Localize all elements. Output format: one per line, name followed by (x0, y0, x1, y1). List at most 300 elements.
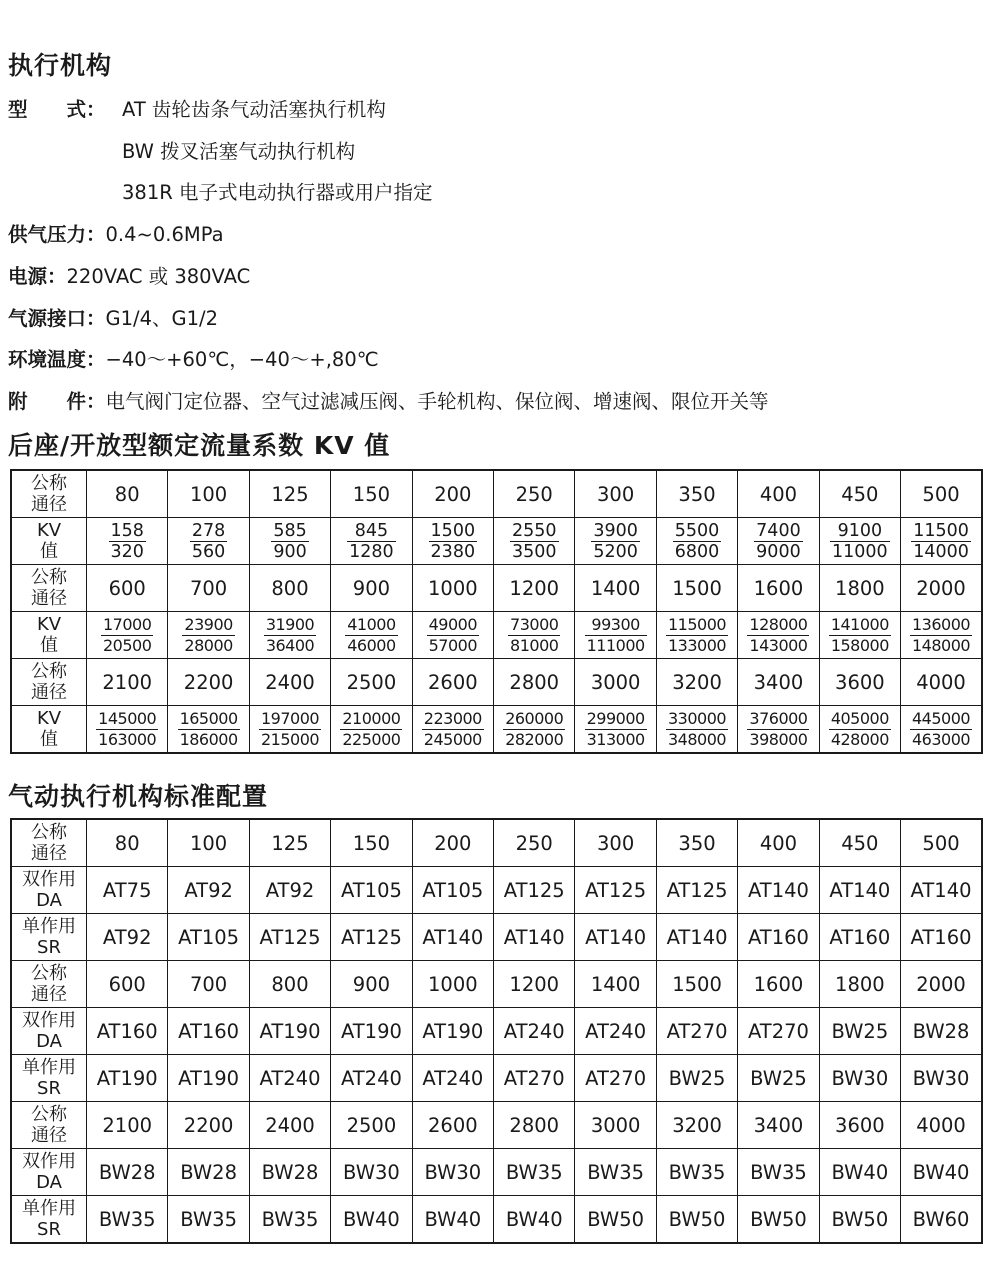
kv-fraction (345, 615, 397, 656)
dn-label-line-2: 通径 (31, 494, 67, 515)
kv-value-open: 57000 (428, 635, 478, 655)
kv-cell (819, 518, 900, 565)
dn-label-line-2: 通径 (31, 843, 67, 864)
dn-cell: 700 (168, 961, 249, 1008)
sr-cell: AT190 (87, 1055, 168, 1102)
kv-value-rear: 2550 (511, 520, 557, 541)
da-cell: BW25 (819, 1008, 900, 1055)
sr-cell: AT240 (249, 1055, 330, 1102)
dn-cell: 2600 (412, 659, 493, 706)
kv-value-open: 900 (273, 541, 307, 562)
dn-cell: 2500 (331, 659, 412, 706)
da-label (11, 867, 87, 914)
dn-cell: 2200 (168, 1102, 249, 1149)
kv-label-line-2: 值 (40, 541, 58, 562)
kv-cell (331, 612, 412, 659)
dn-cell: 80 (87, 470, 168, 518)
kv-value-rear: 376000 (749, 708, 808, 728)
sr-cell: AT270 (494, 1055, 575, 1102)
dn-label-line-1: 公称 (31, 473, 67, 494)
da-cell: BW28 (901, 1008, 982, 1055)
table-row (11, 1196, 982, 1244)
kv-fraction (422, 709, 484, 750)
kv-fraction (347, 521, 396, 562)
kv-label (11, 612, 87, 659)
sr-label (11, 1055, 87, 1102)
kv-value-open: 36400 (265, 635, 315, 655)
dn-cell: 500 (901, 819, 982, 867)
dn-cell: 1600 (738, 565, 819, 612)
dn-cell: 450 (819, 470, 900, 518)
kv-table (10, 469, 983, 754)
kv-value-rear: 210000 (342, 708, 401, 728)
sr-cell: BW25 (656, 1055, 737, 1102)
dn-cell: 125 (249, 470, 330, 518)
kv-value-rear: 1500 (430, 520, 476, 541)
da-cell: AT92 (249, 867, 330, 914)
sr-label (11, 1196, 87, 1244)
spec-ambient-temp-value: −40～+60℃，−40～+,80℃ (105, 348, 379, 371)
kv-value-open: 111000 (586, 635, 645, 655)
kv-fraction (101, 615, 153, 656)
dn-cell: 700 (168, 565, 249, 612)
table-row (11, 706, 982, 754)
sr-cell: AT240 (331, 1055, 412, 1102)
da-cell: BW35 (494, 1149, 575, 1196)
kv-value-open: 158000 (830, 635, 889, 655)
sr-cell: BW35 (249, 1196, 330, 1244)
table-row (11, 1055, 982, 1102)
kv-value-open: 428000 (830, 729, 889, 749)
kv-label (11, 518, 87, 565)
da-cell: AT160 (168, 1008, 249, 1055)
kv-value-rear: 197000 (260, 708, 320, 728)
kv-cell (738, 518, 819, 565)
kv-cell (656, 518, 737, 565)
kv-value-rear: 278 (191, 520, 226, 541)
kv-value-open: 46000 (347, 635, 396, 655)
kv-value-open: 28000 (184, 635, 233, 655)
da-cell: AT125 (575, 867, 656, 914)
sr-cell: AT92 (87, 914, 168, 961)
kv-cell (575, 518, 656, 565)
kv-value-rear: 158 (110, 520, 144, 541)
dn-cell: 150 (331, 470, 412, 518)
kv-value-open: 463000 (911, 729, 971, 749)
kv-value-open: 1280 (349, 541, 394, 562)
kv-value-open: 11000 (832, 541, 888, 562)
dn-label (11, 659, 87, 706)
spec-accessories-value: 电气阀门定位器、空气过滤减压阀、手轮机构、保位阀、增速阀、限位开关等 (105, 390, 769, 413)
kv-fraction (666, 615, 728, 656)
kv-fraction (585, 709, 647, 750)
kv-cell (575, 612, 656, 659)
kv-value-open: 398000 (749, 729, 808, 749)
kv-value-open: 320 (110, 541, 144, 562)
kv-fraction (585, 615, 647, 656)
kv-cell (168, 706, 249, 754)
kv-fraction (190, 521, 227, 562)
dn-cell: 2100 (87, 1102, 168, 1149)
kv-cell (412, 518, 493, 565)
spec-power-value: 220VAC 或 380VAC (66, 265, 251, 288)
kv-value-rear: 9100 (830, 521, 890, 542)
kv-fraction (427, 615, 479, 656)
sr-label-line-2: SR (37, 1078, 61, 1099)
kv-value-rear: 145000 (98, 708, 157, 728)
kv-cell (494, 518, 575, 565)
dn-cell: 2400 (249, 1102, 330, 1149)
kv-value-rear: 41000 (347, 614, 396, 634)
kv-cell (168, 612, 249, 659)
dn-cell: 200 (412, 470, 493, 518)
kv-fraction (747, 709, 809, 750)
dn-cell: 350 (656, 819, 737, 867)
dn-cell: 800 (249, 961, 330, 1008)
kv-cell (412, 612, 493, 659)
dn-cell: 600 (87, 961, 168, 1008)
da-cell: BW35 (656, 1149, 737, 1196)
kv-fraction (591, 521, 640, 562)
dn-label-line-1: 公称 (31, 661, 67, 682)
kv-value-rear: 165000 (179, 708, 238, 728)
spec-accessories (8, 386, 769, 414)
spec-air-port (8, 303, 218, 331)
sr-cell: AT240 (412, 1055, 493, 1102)
dn-cell: 2100 (87, 659, 168, 706)
table-row (11, 961, 982, 1008)
dn-label-line-2: 通径 (31, 1125, 67, 1146)
dn-cell: 250 (494, 470, 575, 518)
section-title-config: 气动执行机构标准配置 (8, 782, 269, 811)
kv-value-open: 6800 (674, 541, 720, 562)
kv-value-rear: 136000 (911, 614, 971, 634)
kv-fraction (178, 709, 240, 750)
spec-ambient-temp (8, 344, 379, 372)
kv-value-rear: 3900 (593, 520, 638, 541)
kv-value-open: 560 (191, 541, 226, 562)
kv-cell (87, 518, 168, 565)
kv-fraction (340, 709, 402, 750)
kv-value-rear: 585 (273, 520, 307, 541)
table-row (11, 612, 982, 659)
sr-cell: BW40 (331, 1196, 412, 1244)
dn-cell: 1600 (738, 961, 819, 1008)
da-cell: BW30 (331, 1149, 412, 1196)
sr-cell: BW60 (901, 1196, 982, 1244)
dn-cell: 2600 (412, 1102, 493, 1149)
sr-label-line-1: 单作用 (22, 1198, 76, 1219)
kv-value-open: 9000 (756, 541, 801, 562)
dn-cell: 300 (575, 470, 656, 518)
dn-label (11, 470, 87, 518)
dn-cell: 2800 (494, 1102, 575, 1149)
kv-cell (819, 706, 900, 754)
kv-value-open: 20500 (103, 635, 152, 655)
kv-cell (249, 706, 330, 754)
da-cell: BW30 (412, 1149, 493, 1196)
dn-label-line-2: 通径 (31, 682, 67, 703)
sr-cell: BW30 (901, 1055, 982, 1102)
kv-value-open: 282000 (505, 729, 564, 749)
kv-fraction (666, 709, 728, 750)
da-cell: AT190 (331, 1008, 412, 1055)
da-cell: BW35 (738, 1149, 819, 1196)
table-row (11, 518, 982, 565)
table-row (11, 565, 982, 612)
kv-fraction (510, 521, 559, 562)
spec-air-pressure (8, 219, 224, 247)
section-title-actuator: 执行机构 (8, 51, 113, 80)
table-row (11, 1102, 982, 1149)
dn-cell: 1200 (494, 961, 575, 1008)
dn-label (11, 961, 87, 1008)
kv-value-rear: 5500 (674, 520, 720, 541)
da-cell: AT105 (331, 867, 412, 914)
sr-label-line-2: SR (37, 1219, 61, 1240)
dn-cell: 2000 (901, 565, 982, 612)
da-cell: AT75 (87, 867, 168, 914)
sr-cell: BW50 (575, 1196, 656, 1244)
spec-air-port-label: 气源接口： (8, 307, 106, 330)
da-cell: AT125 (494, 867, 575, 914)
kv-value-open: 348000 (668, 729, 727, 749)
dn-cell: 1500 (656, 565, 737, 612)
kv-value-open: 163000 (98, 729, 157, 749)
sr-cell: AT125 (249, 914, 330, 961)
dn-cell: 3200 (656, 659, 737, 706)
da-label-line-1: 双作用 (22, 1151, 76, 1172)
kv-value-rear: 49000 (428, 614, 478, 634)
dn-cell: 3000 (575, 1102, 656, 1149)
sr-cell: AT190 (168, 1055, 249, 1102)
sr-cell: AT160 (738, 914, 819, 961)
sr-cell: AT160 (819, 914, 900, 961)
da-label (11, 1008, 87, 1055)
kv-value-rear: 330000 (668, 708, 727, 728)
kv-cell (331, 706, 412, 754)
sr-label-line-2: SR (37, 937, 61, 958)
kv-fraction (503, 709, 565, 750)
sr-cell: BW35 (168, 1196, 249, 1244)
kv-value-rear: 11500 (913, 520, 969, 541)
kv-fraction (747, 615, 809, 656)
dn-cell: 400 (738, 470, 819, 518)
kv-value-open: 2380 (430, 541, 476, 562)
kv-fraction (109, 521, 146, 562)
kv-fraction (830, 521, 890, 562)
sr-cell: BW40 (412, 1196, 493, 1244)
da-label (11, 1149, 87, 1196)
dn-cell: 1500 (656, 961, 737, 1008)
dn-cell: 1000 (412, 565, 493, 612)
dn-label-line-1: 公称 (31, 1104, 67, 1125)
dn-cell: 2000 (901, 961, 982, 1008)
da-cell: AT270 (656, 1008, 737, 1055)
kv-value-open: 5200 (593, 541, 638, 562)
da-cell: AT190 (249, 1008, 330, 1055)
kv-cell (494, 612, 575, 659)
kv-value-open: 81000 (510, 635, 559, 655)
kv-fraction (910, 709, 972, 750)
kv-cell (87, 612, 168, 659)
sr-label-line-1: 单作用 (22, 1057, 76, 1078)
kv-value-open: 225000 (342, 729, 401, 749)
sr-cell: BW30 (819, 1055, 900, 1102)
table-row (11, 914, 982, 961)
spec-accessories-label: 附 件： (8, 390, 106, 413)
dn-cell: 200 (412, 819, 493, 867)
da-cell: AT140 (819, 867, 900, 914)
kv-label-line-2: 值 (40, 635, 58, 656)
sr-cell: AT140 (412, 914, 493, 961)
kv-cell (901, 706, 982, 754)
dn-label-line-2: 通径 (31, 588, 67, 609)
dn-cell: 4000 (901, 659, 982, 706)
dn-cell: 2200 (168, 659, 249, 706)
da-cell: AT190 (412, 1008, 493, 1055)
dn-cell: 125 (249, 819, 330, 867)
dn-cell: 4000 (901, 1102, 982, 1149)
spec-type (8, 94, 386, 122)
dn-cell: 3200 (656, 1102, 737, 1149)
dn-cell: 3400 (738, 659, 819, 706)
sr-cell: BW25 (738, 1055, 819, 1102)
dn-cell: 3600 (819, 1102, 900, 1149)
dn-cell: 1000 (412, 961, 493, 1008)
dn-cell: 2400 (249, 659, 330, 706)
kv-cell (575, 706, 656, 754)
kv-value-open: 215000 (260, 729, 320, 749)
dn-label (11, 819, 87, 867)
da-cell: AT140 (901, 867, 982, 914)
kv-fraction (96, 709, 158, 750)
kv-cell (819, 612, 900, 659)
kv-value-rear: 223000 (423, 708, 482, 728)
dn-label (11, 1102, 87, 1149)
sr-label-line-1: 单作用 (22, 916, 76, 937)
kv-value-rear: 115000 (668, 614, 727, 634)
dn-cell: 1200 (494, 565, 575, 612)
da-cell: BW28 (249, 1149, 330, 1196)
kv-fraction (829, 709, 891, 750)
sr-cell: AT270 (575, 1055, 656, 1102)
kv-fraction (673, 521, 722, 562)
kv-cell (901, 612, 982, 659)
dn-cell: 900 (331, 961, 412, 1008)
kv-value-open: 313000 (586, 729, 645, 749)
dn-cell: 150 (331, 819, 412, 867)
kv-cell (412, 706, 493, 754)
da-label-line-2: DA (36, 1031, 62, 1052)
dn-cell: 3600 (819, 659, 900, 706)
kv-value-open: 133000 (668, 635, 727, 655)
table-row (11, 819, 982, 867)
kv-value-open: 14000 (913, 541, 969, 562)
da-cell: BW40 (901, 1149, 982, 1196)
kv-value-rear: 99300 (585, 615, 647, 636)
kv-value-open: 3500 (511, 541, 557, 562)
dn-cell: 250 (494, 819, 575, 867)
da-cell: BW28 (87, 1149, 168, 1196)
da-cell: AT270 (738, 1008, 819, 1055)
da-label-line-1: 双作用 (22, 869, 76, 890)
kv-cell (249, 612, 330, 659)
kv-cell (87, 706, 168, 754)
dn-cell: 350 (656, 470, 737, 518)
da-cell: AT160 (87, 1008, 168, 1055)
sr-cell: BW50 (819, 1196, 900, 1244)
kv-value-rear: 128000 (749, 614, 808, 634)
dn-cell: 80 (87, 819, 168, 867)
spec-type-value: AT 齿轮齿条气动活塞执行机构 (122, 98, 386, 121)
spec-air-pressure-label: 供气压力： (8, 223, 106, 246)
dn-cell: 500 (901, 470, 982, 518)
sr-cell: AT105 (168, 914, 249, 961)
kv-fraction (264, 615, 316, 656)
kv-label-line-1: KV (36, 708, 62, 729)
da-cell: AT240 (575, 1008, 656, 1055)
kv-label-line-2: 值 (40, 729, 58, 750)
spec-air-port-value: G1/4、G1/2 (105, 307, 219, 330)
section-title-kv: 后座/开放型额定流量系数 KV 值 (8, 431, 391, 460)
sr-cell: AT140 (575, 914, 656, 961)
spec-ambient-temp-label: 环境温度： (8, 348, 106, 371)
dn-label (11, 565, 87, 612)
spec-type-label: 型 式： (8, 98, 106, 121)
da-cell: AT240 (494, 1008, 575, 1055)
kv-fraction (754, 521, 803, 562)
dn-cell: 1800 (819, 565, 900, 612)
sr-cell: BW50 (656, 1196, 737, 1244)
kv-value-rear: 299000 (586, 708, 645, 728)
dn-cell: 1400 (575, 565, 656, 612)
sr-cell: AT160 (901, 914, 982, 961)
kv-value-rear: 845 (347, 521, 396, 542)
spec-air-pressure-value: 0.4~0.6MPa (105, 223, 224, 246)
sr-cell: BW35 (87, 1196, 168, 1244)
dn-cell: 100 (168, 819, 249, 867)
dn-cell: 300 (575, 819, 656, 867)
dn-cell: 100 (168, 470, 249, 518)
spec-type-value-3: 381R 电子式电动执行器或用户指定 (122, 181, 433, 204)
kv-value-rear: 31900 (265, 614, 315, 634)
kv-label-line-1: KV (36, 614, 62, 635)
kv-value-rear: 445000 (911, 708, 971, 728)
sr-cell: AT125 (331, 914, 412, 961)
kv-fraction (259, 709, 321, 750)
kv-cell (656, 706, 737, 754)
dn-cell: 600 (87, 565, 168, 612)
kv-fraction (829, 615, 891, 656)
kv-cell (331, 518, 412, 565)
sr-label (11, 914, 87, 961)
kv-value-open: 143000 (749, 635, 808, 655)
dn-cell: 1400 (575, 961, 656, 1008)
kv-cell (738, 612, 819, 659)
da-cell: BW40 (819, 1149, 900, 1196)
spec-type-value-2: BW 拨叉活塞气动执行机构 (122, 140, 356, 163)
kv-label (11, 706, 87, 754)
kv-fraction (911, 521, 971, 562)
kv-fraction (910, 615, 972, 656)
kv-value-open: 186000 (179, 729, 238, 749)
da-cell: BW35 (575, 1149, 656, 1196)
dn-cell: 3400 (738, 1102, 819, 1149)
table-row (11, 867, 982, 914)
table-row (11, 659, 982, 706)
kv-label-line-1: KV (36, 520, 62, 541)
